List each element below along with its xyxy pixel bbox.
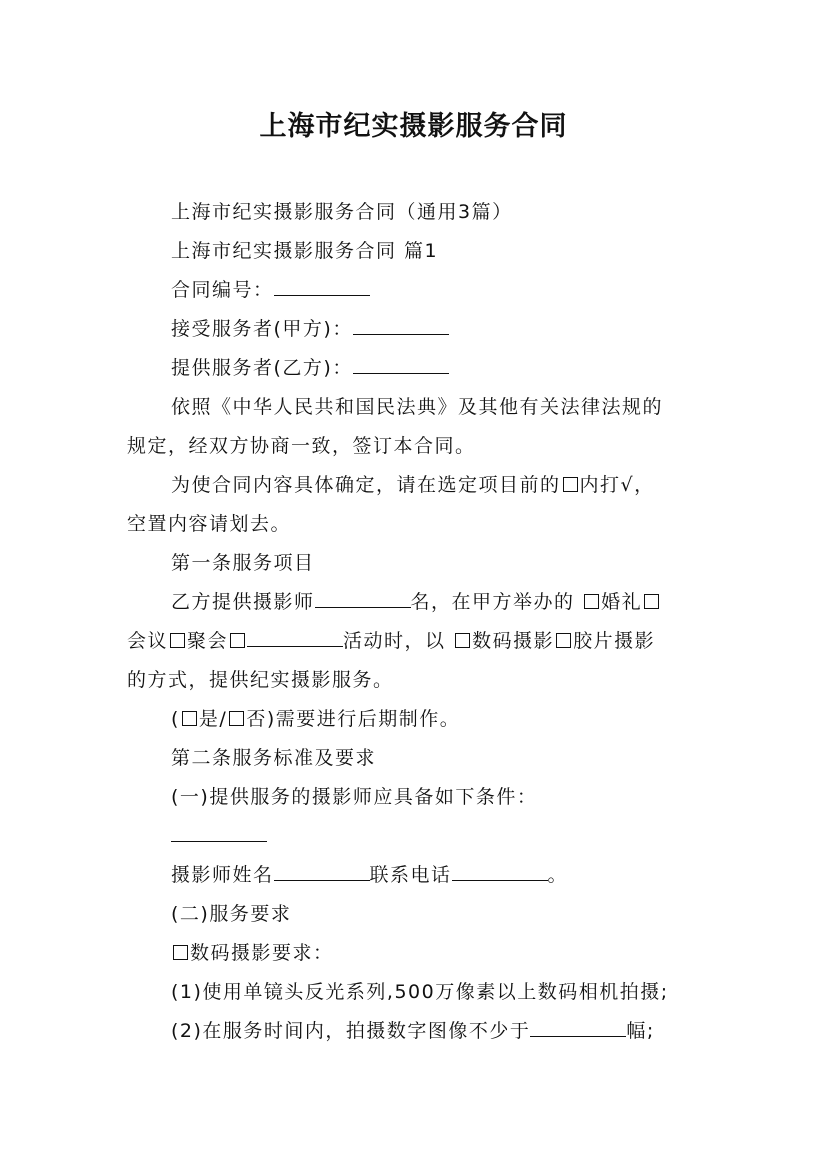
intro-line-1: [127, 394, 761, 420]
other-event-blank: [247, 628, 343, 647]
option-wedding: 婚礼: [601, 591, 643, 613]
digital-requirements-line: [127, 940, 761, 966]
intro-text-2: 规定，经双方协商一致，签订本合同。: [127, 435, 476, 457]
party-a-blank: [353, 316, 449, 335]
post-production-no-checkbox-icon: [229, 711, 244, 726]
option-party: 聚会: [187, 630, 229, 652]
image-count-blank: [530, 1018, 626, 1037]
conditions-blank-line: [127, 823, 761, 849]
a1-text-3: 的方式，提供纪实摄影服务。: [127, 669, 394, 691]
post-production-no: 否)需要进行后期制作。: [246, 708, 461, 730]
photographer-count-blank: [315, 589, 411, 608]
checkbox-icon: [563, 477, 578, 492]
instruction-pre: 为使合同内容具体确定，请在选定项目前的: [171, 474, 561, 496]
instruction-text-2: 空置内容请划去。: [127, 513, 292, 535]
subtitle-line: [127, 199, 761, 225]
option-digital: 数码摄影: [472, 630, 555, 652]
instruction-line-1: [127, 472, 761, 498]
other-event-checkbox-icon: [230, 633, 245, 648]
post-production-yes: 是/: [198, 708, 228, 730]
option-film: 胶片摄影: [573, 630, 656, 652]
party-b-blank: [353, 355, 449, 374]
article-1-line-1: [127, 589, 761, 615]
a1-text-pre: 乙方提供摄影师: [171, 591, 315, 613]
requirement-2-post: 幅;: [626, 1020, 655, 1042]
section-2-1: (一)提供服务的摄影师应具备如下条件：: [171, 786, 538, 808]
digital-requirements: 数码摄影要求：: [190, 942, 334, 964]
intro-text-1: 依照《中华人民共和国民法典》及其他有关法律法规的: [171, 396, 664, 418]
party-b-line: [127, 355, 761, 381]
phone-label: 联系电话: [369, 864, 452, 886]
contract-number-blank: [274, 277, 370, 296]
option-meeting: 会议: [127, 630, 169, 652]
party-a-line: [127, 316, 761, 342]
requirement-1-line: [127, 979, 761, 1005]
section-2-2: (二)服务要求: [171, 903, 292, 925]
a1-text-mid-2: 活动时，以: [343, 630, 446, 652]
article-1-line-2: [127, 628, 717, 654]
post-production-open: (: [171, 708, 180, 730]
photographer-info-line: [127, 862, 761, 888]
part-heading-line: [127, 238, 761, 264]
article-1-title: 第一条服务项目: [171, 552, 315, 574]
wedding-checkbox-icon: [584, 594, 599, 609]
requirement-2-pre: (2)在服务时间内，拍摄数字图像不少于: [171, 1020, 531, 1042]
requirement-1: (1)使用单镜头反光系列,500万像素以上数码相机拍摄;: [171, 981, 669, 1003]
photographer-name-blank: [274, 862, 370, 881]
document-title: 上海市纪实摄影服务合同: [259, 111, 568, 142]
film-checkbox-icon: [556, 633, 571, 648]
period: 。: [547, 864, 569, 886]
intro-line-2: [127, 433, 717, 459]
meeting-checkbox-icon: [644, 594, 659, 609]
article-2-title: 第二条服务标准及要求: [171, 747, 377, 769]
requirement-2-line: [127, 1018, 761, 1044]
post-production-line: [127, 706, 761, 732]
post-production-yes-checkbox-icon: [182, 711, 197, 726]
section-2-2-line: [127, 901, 761, 927]
instruction-post: 内打√，: [579, 474, 655, 496]
section-2-1-line: [127, 784, 761, 810]
digital-checkbox-icon: [455, 633, 470, 648]
conditions-blank: [171, 823, 267, 842]
article-1-line-3: [127, 667, 717, 693]
phone-blank: [452, 862, 548, 881]
digital-req-checkbox-icon: [173, 945, 188, 960]
photographer-name-label: 摄影师姓名: [171, 864, 274, 886]
a1-text-mid: 名，在甲方举办的: [410, 591, 575, 613]
part-heading: 上海市纪实摄影服务合同 篇1: [171, 240, 439, 262]
article-1-title-line: [127, 550, 761, 576]
party-b-label: 提供服务者(乙方)：: [171, 357, 353, 379]
instruction-line-2: [127, 511, 717, 537]
party-checkbox-icon: [170, 633, 185, 648]
party-a-label: 接受服务者(甲方)：: [171, 318, 353, 340]
subtitle: 上海市纪实摄影服务合同（通用3篇）: [171, 201, 513, 223]
contract-number-label: 合同编号：: [171, 279, 274, 301]
article-2-title-line: [127, 745, 761, 771]
contract-number-line: [127, 277, 761, 303]
